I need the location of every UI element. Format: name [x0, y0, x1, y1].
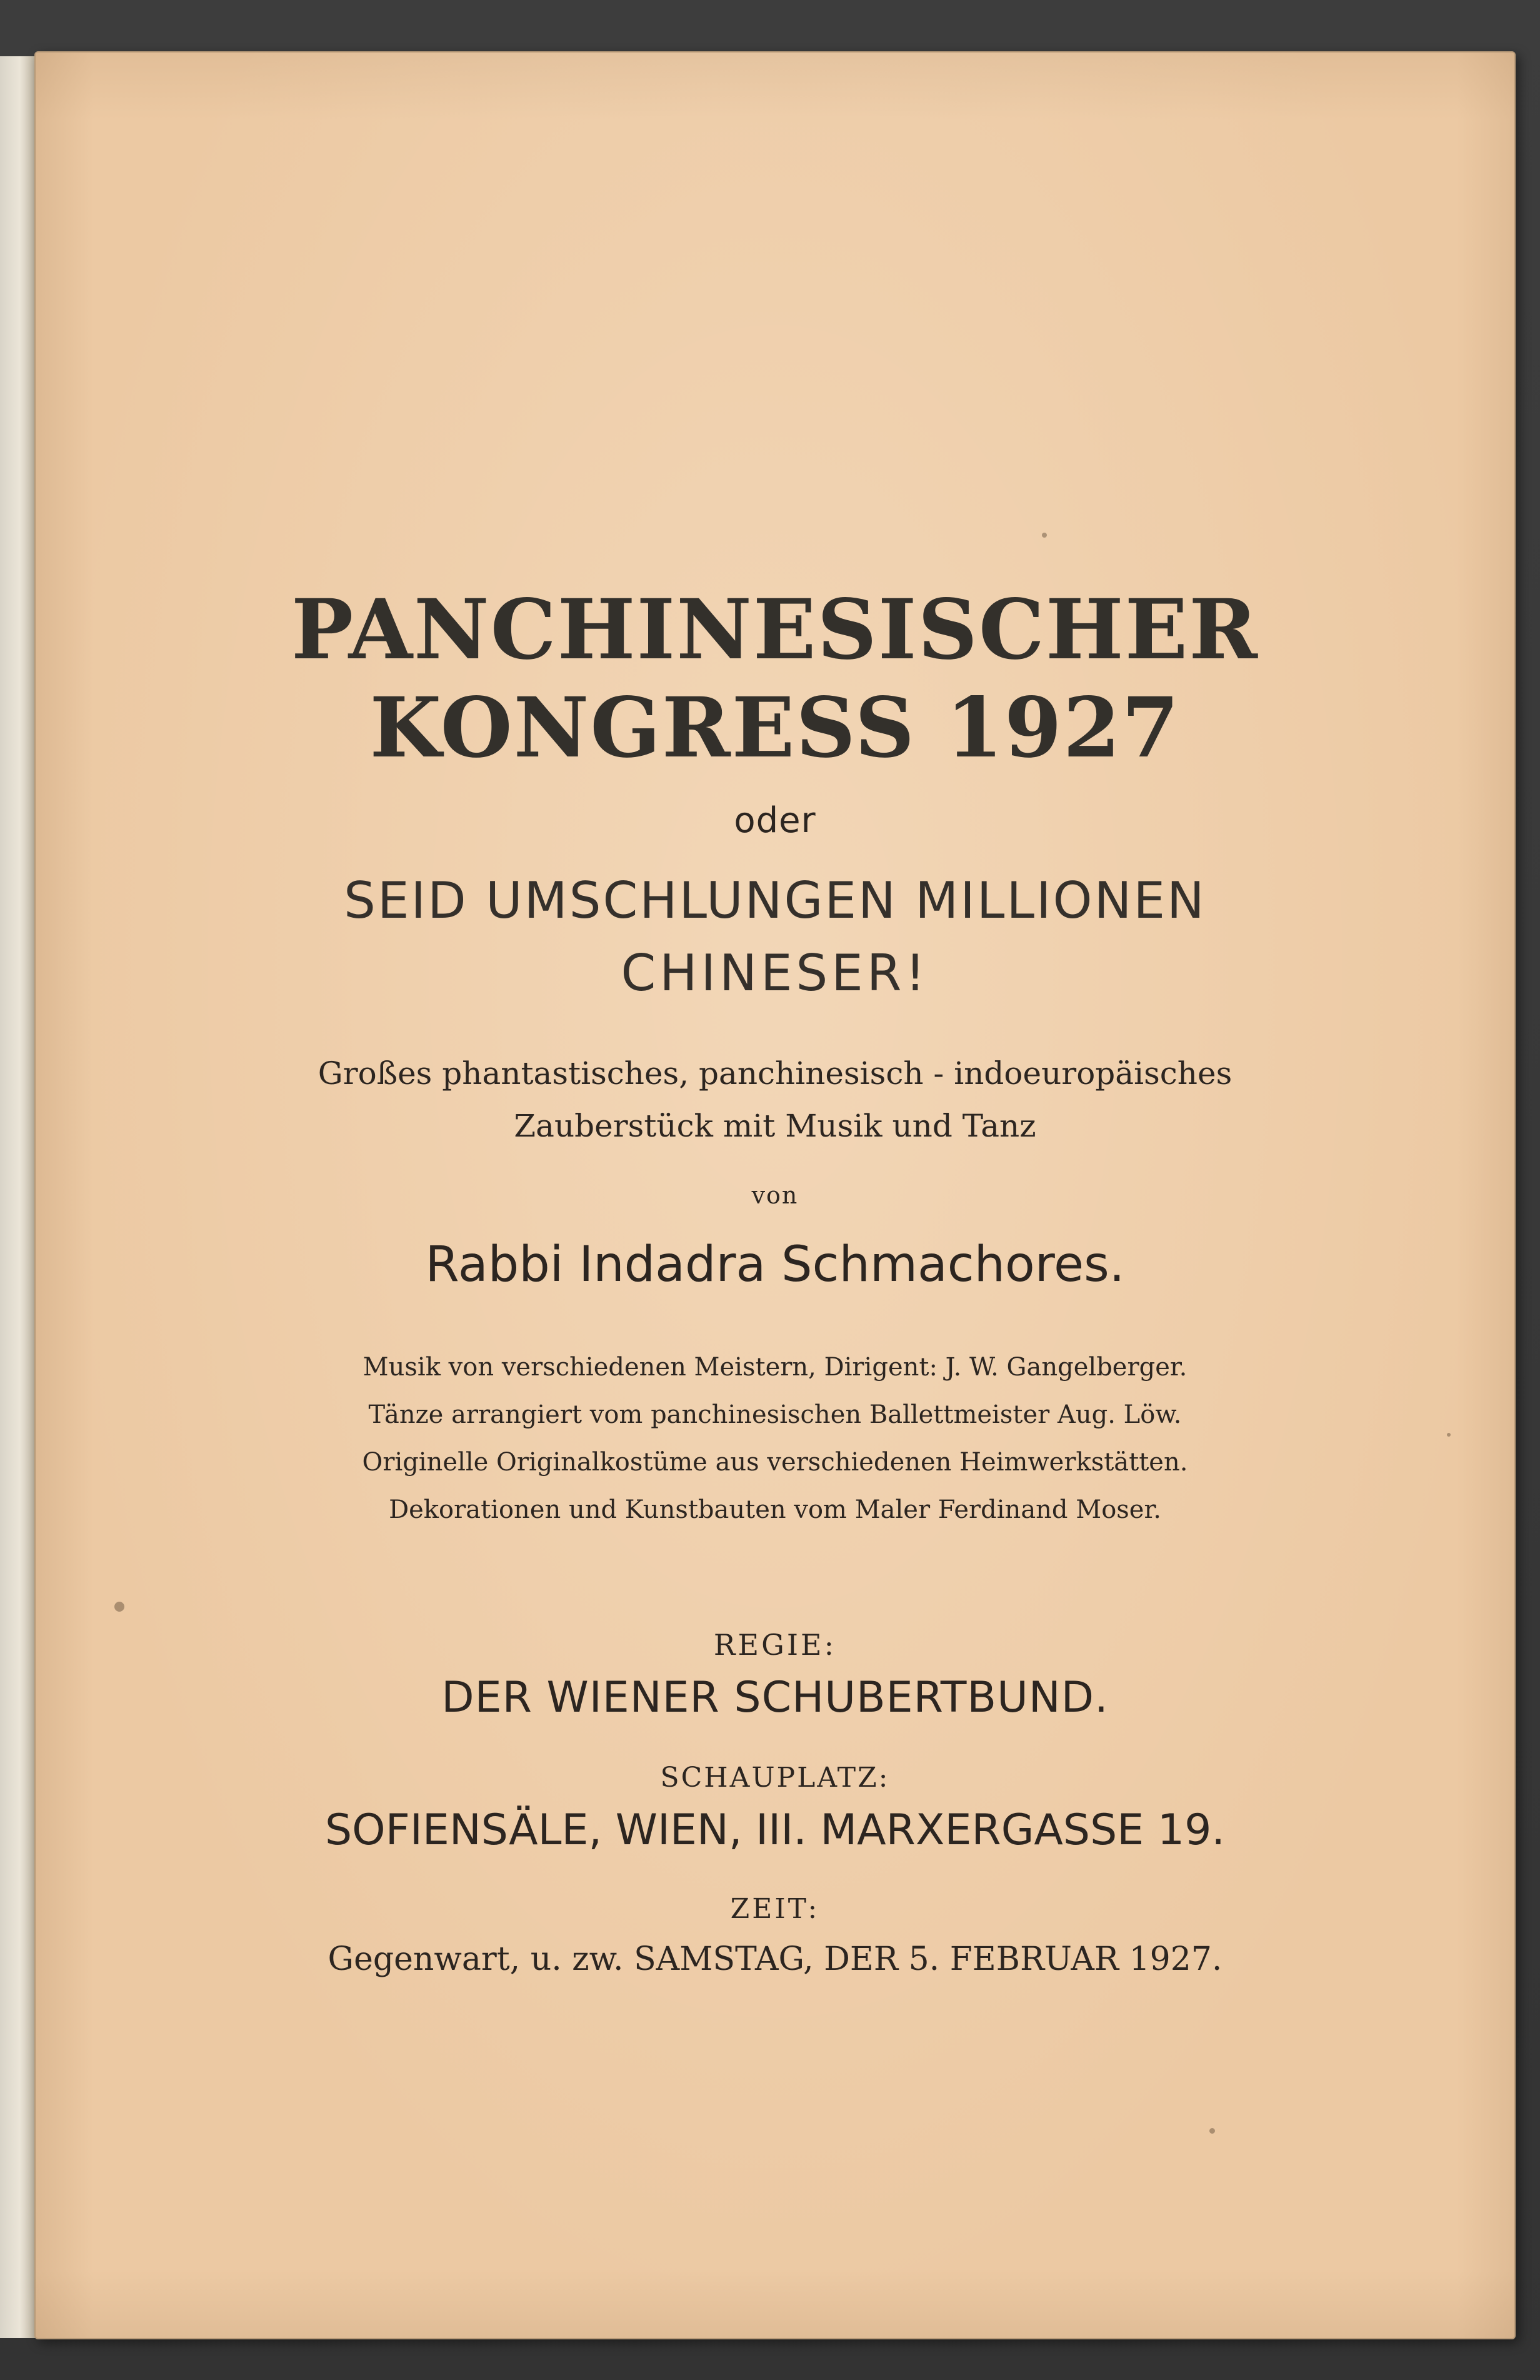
- credit-music: Musik von verschiedenen Meistern, Dirigent: J. W. Gangelberger.: [362, 1353, 1188, 1382]
- description-line-2: Zauberstück mit Musik und Tanz: [514, 1108, 1036, 1144]
- connector-text: oder: [734, 800, 816, 841]
- direction-value: DER WIENER SCHUBERTBUND.: [441, 1673, 1109, 1722]
- credit-costumes: Originelle Originalkostüme aus verschiedenen Heimwerkstätten.: [362, 1448, 1188, 1477]
- credit-dance: Tänze arrangiert vom panchinesischen Ballettmeister Aug. Löw.: [368, 1400, 1182, 1429]
- time-label: ZEIT:: [730, 1893, 820, 1925]
- title-line-2: KONGRESS 1927: [369, 680, 1181, 776]
- venue-label: SCHAUPLATZ:: [660, 1762, 890, 1794]
- title-line-1: PANCHINESISCHER: [291, 581, 1259, 678]
- program-page: [34, 51, 1516, 2339]
- direction-label: REGIE:: [713, 1628, 837, 1662]
- subtitle-line-2: CHINESER!: [621, 944, 929, 1002]
- paper-speck: [1447, 1433, 1451, 1437]
- description-line-1: Großes phantastisches, panchinesisch - indoeuropäisches: [318, 1055, 1232, 1092]
- previous-page-edge: [0, 56, 38, 2338]
- subtitle-line-1: SEID UMSCHLUNGEN MILLIONEN: [344, 871, 1206, 930]
- author-name: Rabbi Indadra Schmachores.: [425, 1237, 1125, 1293]
- venue-value: SOFIENSÄLE, WIEN, III. MARXERGASSE 19.: [325, 1805, 1225, 1855]
- paper-speck: [1042, 533, 1047, 538]
- credit-decorations: Dekorationen und Kunstbauten vom Maler Ferdinand Moser.: [389, 1495, 1161, 1524]
- paper-speck: [114, 1602, 124, 1612]
- time-value: Gegenwart, u. zw. SAMSTAG, DER 5. FEBRUAR 1927.: [328, 1941, 1222, 1978]
- by-label: von: [751, 1182, 799, 1209]
- paper-speck: [1209, 2128, 1215, 2134]
